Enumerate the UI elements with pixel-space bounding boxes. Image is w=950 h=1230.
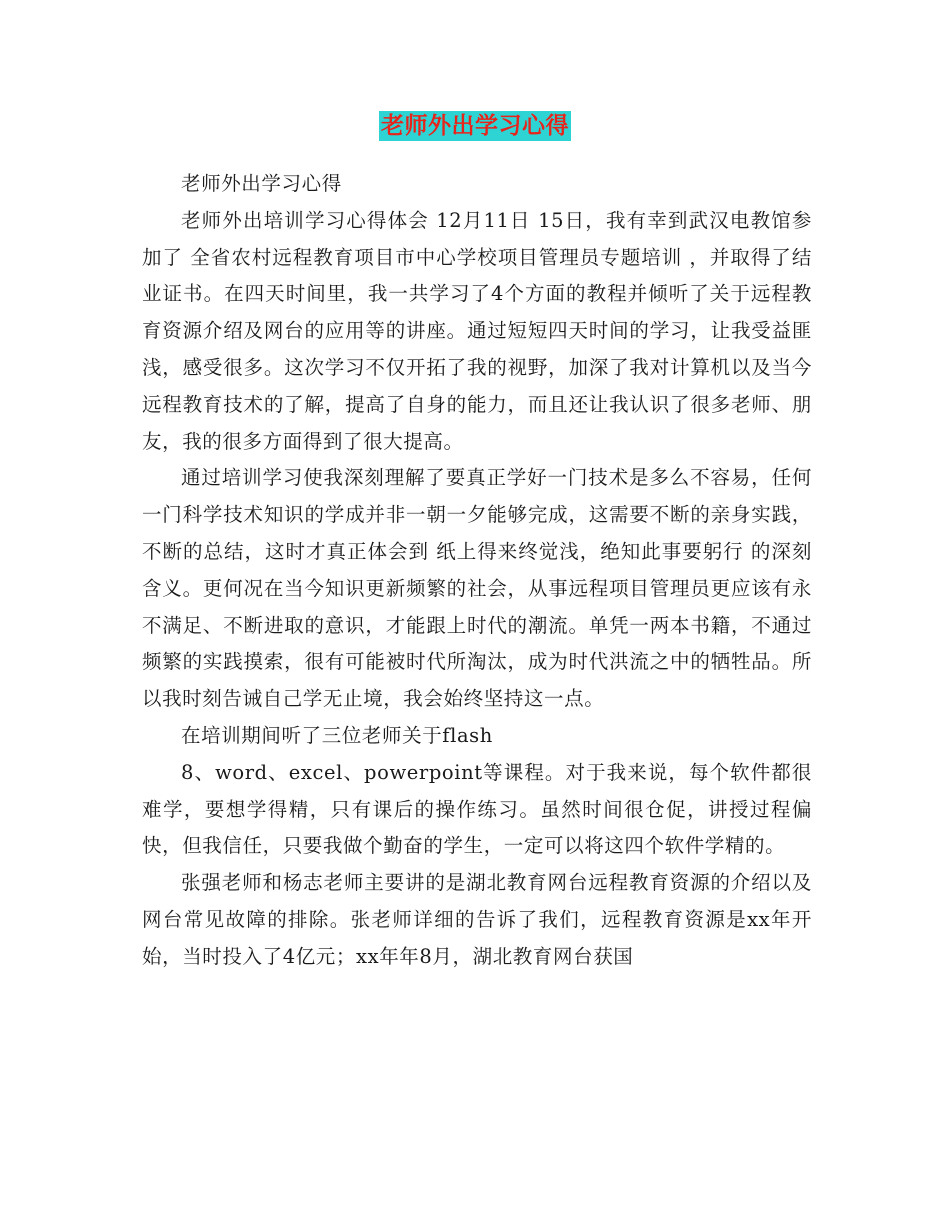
paragraph: 通过培训学习使我深刻理解了要真正学好一门技术是多么不容易，任何一门科学技术知识的学成并非一朝一夕能够完成，这需要不断的亲身实践，不断的总结，这时才真正体会到 纸上得来终觉浅，绝知此事要躬行 的深刻含义。更何况在当今知识更新频繁的社会，从事远程项目管理员更应该有永不满足、不断进取的意识，才能跟上时代的潮流。单凭一两本书籍，不通过频繁的实践摸索，很有可能被时代所淘汰，成为时代洪流之中的牺牲品。所以我时刻告诫自己学无止境，我会始终坚持这一点。: [142, 466, 812, 711]
title-container: [0, 111, 950, 141]
paragraph: 在培训期间听了三位老师关于flash: [181, 723, 493, 747]
paragraph: 8、word、excel、powerpoint等课程。对于我来说，每个软件都很难学，要想学得精，只有课后的操作练习。虽然时间很仓促，讲授过程偏快，但我信任，只要我做个勤奋的学生，一定可以将这四个软件学精的。: [142, 760, 812, 858]
document-body: [142, 166, 812, 976]
paragraph: 老师外出学习心得: [181, 172, 342, 195]
paragraph: 老师外出培训学习心得体会 12月11日 15日，我有幸到武汉电教馆参加了 全省农村远程教育项目市中心学校项目管理员专题培训 ，并取得了结业证书。在四天时间里，我一共学习了4个方面的教程并倾听了关于远程教育资源介绍及网台的应用等的讲座。通过短短四天时间的学习，让我受益匪浅，感受很多。这次学习不仅开拓了我的视野，加深了我对计算机以及当今远程教育技术的了解，提高了自身的能力，而且还让我认识了很多老师、朋友，我的很多方面得到了很大提高。: [142, 208, 812, 453]
paragraph: 张强老师和杨志老师主要讲的是湖北教育网台远程教育资源的介绍以及网台常见故障的排除。张老师详细的告诉了我们，远程教育资源是xx年开始，当时投入了4亿元；xx年年8月，湖北教育网台获国: [142, 871, 812, 968]
document-title: 老师外出学习心得: [381, 113, 569, 139]
